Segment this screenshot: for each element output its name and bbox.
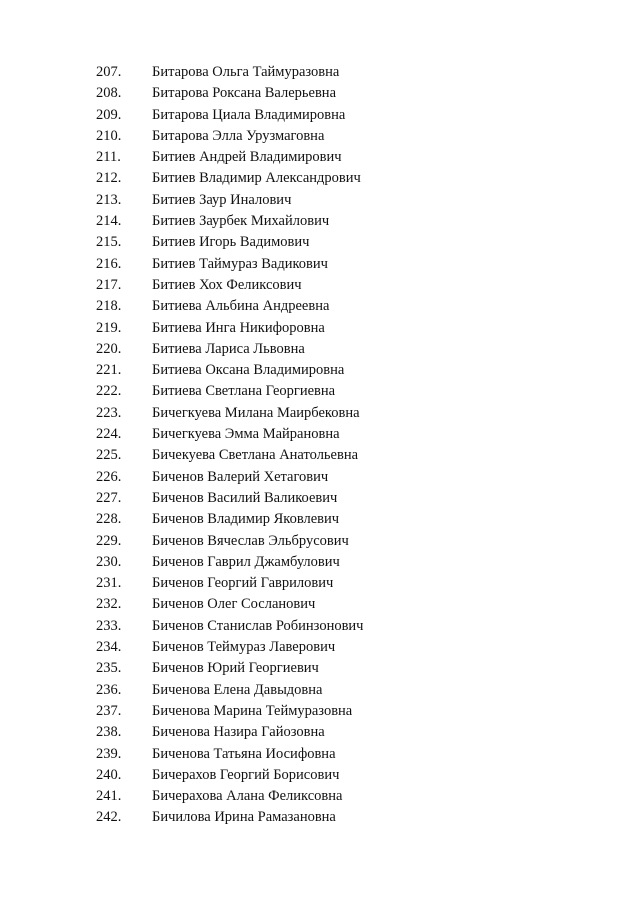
- list-item: [96, 168, 596, 189]
- item-number: 240.: [96, 766, 122, 783]
- list-item: [96, 509, 596, 530]
- list-item: [96, 701, 596, 722]
- item-name: Битиева Оксана Владимировна: [152, 362, 345, 379]
- item-name: Битиев Владимир Александрович: [152, 170, 361, 187]
- item-number: 216.: [96, 255, 122, 272]
- list-item: [96, 722, 596, 743]
- item-number: 231.: [96, 575, 122, 592]
- item-number: 242.: [96, 809, 122, 826]
- item-number: 214.: [96, 213, 122, 230]
- item-name: Битиева Лариса Львовна: [152, 340, 305, 357]
- list-item: [96, 296, 596, 317]
- list-item: [96, 744, 596, 765]
- item-number: 236.: [96, 681, 122, 698]
- item-name: Биченов Валерий Хетагович: [152, 468, 329, 485]
- list-item: [96, 637, 596, 658]
- list-item: [96, 190, 596, 211]
- item-name: Биченова Назира Гайозовна: [152, 724, 325, 741]
- item-name: Биченова Елена Давыдовна: [152, 681, 323, 698]
- list-item: [96, 445, 596, 466]
- item-name: Битиев Заур Иналович: [152, 191, 292, 208]
- list-item: [96, 105, 596, 126]
- item-name: Бичегкуева Эмма Майрановна: [152, 426, 340, 443]
- item-number: 217.: [96, 276, 122, 293]
- item-name: Бичегкуева Милана Маирбековна: [152, 404, 360, 421]
- item-name: Битиев Игорь Вадимович: [152, 234, 310, 251]
- item-name: Биченов Вячеслав Эльбрусович: [152, 532, 349, 549]
- item-name: Биченов Гаврил Джамбулович: [152, 553, 340, 570]
- item-name: Биченова Марина Теймуразовна: [152, 702, 353, 719]
- item-name: Биченов Георгий Гаврилович: [152, 575, 334, 592]
- item-number: 232.: [96, 596, 122, 613]
- item-number: 213.: [96, 191, 122, 208]
- list-item: [96, 467, 596, 488]
- list-item: [96, 594, 596, 615]
- item-name: Бичекуева Светлана Анатольевна: [152, 447, 359, 464]
- item-name: Битиев Андрей Владимирович: [152, 149, 342, 166]
- item-number: 237.: [96, 702, 122, 719]
- list-item: [96, 381, 596, 402]
- list-item: [96, 765, 596, 786]
- item-name: Битиева Альбина Андреевна: [152, 298, 330, 315]
- item-number: 211.: [96, 149, 121, 166]
- list-item: [96, 211, 596, 232]
- item-name: Бичилова Ирина Рамазановна: [152, 809, 336, 826]
- item-name: Биченов Олег Сосланович: [152, 596, 316, 613]
- item-number: 234.: [96, 639, 122, 656]
- item-number: 227.: [96, 489, 122, 506]
- list-item: [96, 616, 596, 637]
- item-name: Битиева Инга Никифоровна: [152, 319, 325, 336]
- item-number: 210.: [96, 127, 122, 144]
- list-item: [96, 573, 596, 594]
- list-item: [96, 424, 596, 445]
- item-number: 218.: [96, 298, 122, 315]
- item-name: Бичерахова Алана Феликсовна: [152, 788, 343, 805]
- list-item: [96, 488, 596, 509]
- item-name: Битарова Элла Урузмаговна: [152, 127, 325, 144]
- name-list: [96, 62, 596, 829]
- item-name: Биченов Василий Валикоевич: [152, 489, 338, 506]
- list-item: [96, 531, 596, 552]
- list-item: [96, 403, 596, 424]
- list-item: [96, 83, 596, 104]
- item-name: Битарова Ольга Таймуразовна: [152, 64, 340, 80]
- item-name: Биченова Татьяна Иосифовна: [152, 745, 336, 762]
- item-number: 228.: [96, 511, 122, 528]
- item-name: Битиев Хох Феликсович: [152, 276, 302, 293]
- list-item: [96, 807, 596, 828]
- item-number: 235.: [96, 660, 122, 677]
- item-number: 212.: [96, 170, 122, 187]
- list-item: [96, 126, 596, 147]
- item-number: 238.: [96, 724, 122, 741]
- item-number: 225.: [96, 447, 122, 464]
- item-number: 220.: [96, 340, 122, 357]
- item-name: Битиев Таймураз Вадикович: [152, 255, 328, 272]
- list-item: [96, 254, 596, 275]
- item-number: 241.: [96, 788, 122, 805]
- list-item: [96, 360, 596, 381]
- item-number: 209.: [96, 106, 122, 123]
- item-number: 207.: [96, 64, 122, 80]
- item-number: 224.: [96, 426, 122, 443]
- item-number: 215.: [96, 234, 122, 251]
- list-item: [96, 318, 596, 339]
- item-name: Битиев Заурбек Михайлович: [152, 213, 330, 230]
- list-item: [96, 147, 596, 168]
- item-number: 229.: [96, 532, 122, 549]
- item-number: 233.: [96, 617, 122, 634]
- item-number: 208.: [96, 85, 122, 102]
- item-name: Битарова Циала Владимировна: [152, 106, 346, 123]
- item-name: Биченов Владимир Яковлевич: [152, 511, 340, 528]
- list-item: [96, 786, 596, 807]
- list-item: [96, 552, 596, 573]
- item-name: Битиева Светлана Георгиевна: [152, 383, 336, 400]
- list-item: [96, 339, 596, 360]
- list-item: [96, 232, 596, 253]
- list-item: [96, 658, 596, 679]
- item-number: 226.: [96, 468, 122, 485]
- item-number: 221.: [96, 362, 122, 379]
- item-number: 219.: [96, 319, 122, 336]
- list-item: [96, 275, 596, 296]
- list-item: [96, 680, 596, 701]
- item-number: 223.: [96, 404, 122, 421]
- item-name: Битарова Роксана Валерьевна: [152, 85, 337, 102]
- item-name: Биченов Теймураз Лаверович: [152, 639, 336, 656]
- item-number: 222.: [96, 383, 122, 400]
- item-name: Биченов Юрий Георгиевич: [152, 660, 319, 677]
- list-item: [96, 62, 596, 83]
- item-number: 230.: [96, 553, 122, 570]
- item-name: Биченов Станислав Робинзонович: [152, 617, 364, 634]
- item-name: Бичерахов Георгий Борисович: [152, 766, 340, 783]
- item-number: 239.: [96, 745, 122, 762]
